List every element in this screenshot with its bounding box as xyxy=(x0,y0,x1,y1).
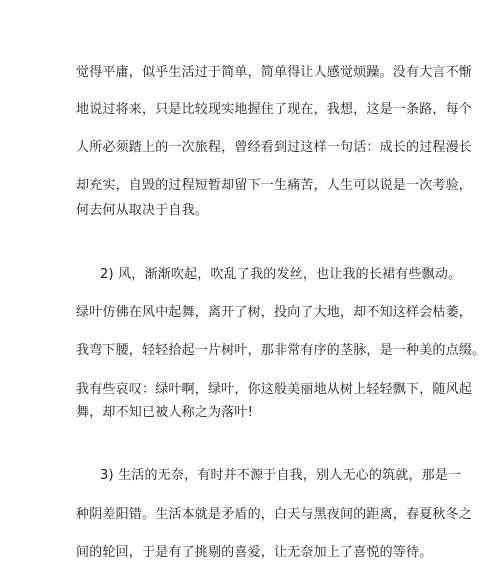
paragraph-2-line-2: 绿叶仿佛在风中起舞，离开了树，投向了大地，却不知这样会枯萎， xyxy=(76,305,473,320)
paragraph-2-line-3: 我弯下腰，轻轻拾起一片树叶，那非常有序的茎脉，是一种美的点缀。 xyxy=(76,343,486,358)
paragraph-4-line-3: 间的轮回，于是有了挑剔的喜爱，让无奈加上了喜悦的等待。 xyxy=(76,545,433,560)
paragraph-2-line-1: 2) 风，渐渐吹起，吹乱了我的发丝，也让我的长裙有些飘动。 xyxy=(100,267,462,282)
paragraph-4-line-1: 3) 生活的无奈，有时并不源于自我，别人无心的筑就，那是一 xyxy=(100,468,462,483)
paragraph-1-line-5: 何去何从取决于自我。 xyxy=(76,203,209,218)
paragraph-1-line-1: 觉得平庸，似乎生活过于简单，简单得让人感觉烦躁。没有大言不惭 xyxy=(76,65,473,80)
paragraph-1-line-3: 人所必须踏上的一次旅程，曾经看到过这样一句话：成长的过程漫长 xyxy=(76,140,473,155)
paragraph-1-line-4: 却充实，自毁的过程短暂却留下一生痛苦，人生可以说是一次考验， xyxy=(76,178,473,193)
paragraph-4-line-2: 种阴差阳错。生活本就是矛盾的，白天与黑夜间的距离，春夏秋冬之 xyxy=(76,507,473,522)
paragraph-3-line-2: 舞，却不知已被人称之为落叶! xyxy=(76,405,254,420)
paragraph-3-line-1: 我有些哀叹：绿叶啊，绿叶，你这般美丽地从树上轻轻飘下，随风起 xyxy=(76,382,473,397)
paragraph-1-line-2: 地说过将来，只是比较现实地握住了现在，我想，这是一条路，每个 xyxy=(76,102,473,117)
